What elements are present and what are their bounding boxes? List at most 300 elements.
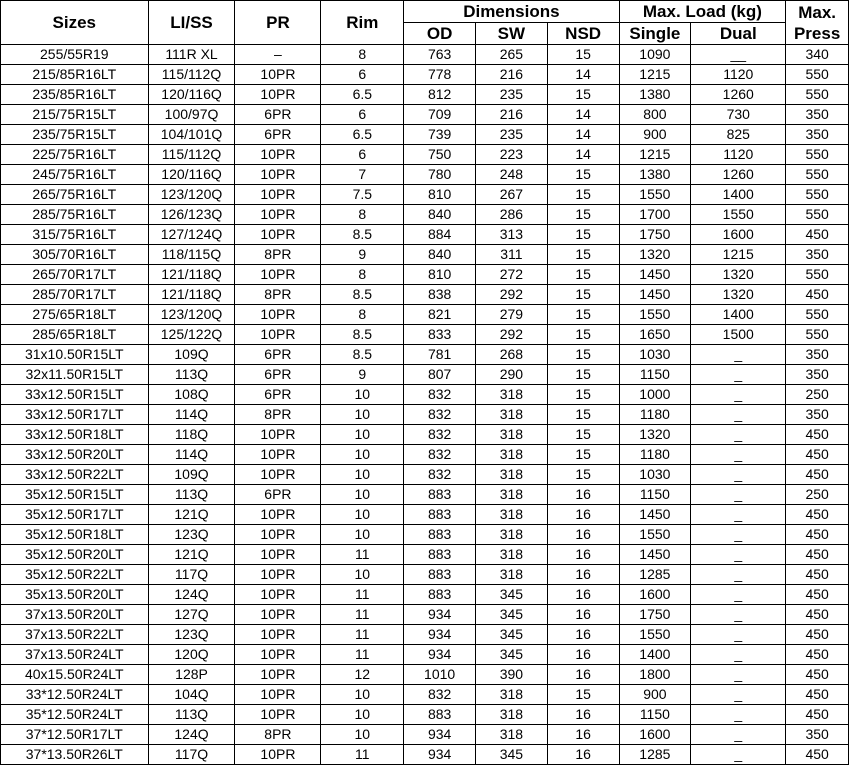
cell-max-press: 550 (786, 165, 849, 185)
cell-od: 840 (404, 205, 476, 225)
cell-od: 883 (404, 525, 476, 545)
cell-load-single: 1550 (619, 525, 691, 545)
cell-load-single: 1150 (619, 365, 691, 385)
cell-nsd: 15 (547, 45, 619, 65)
cell-sw: 318 (476, 385, 548, 405)
cell-od: 883 (404, 585, 476, 605)
cell-load-single: 1150 (619, 485, 691, 505)
cell-od: 833 (404, 325, 476, 345)
cell-max-press: 250 (786, 485, 849, 505)
cell-size: 225/75R16LT (1, 145, 149, 165)
cell-max-press: 450 (786, 445, 849, 465)
cell-max-press: 550 (786, 325, 849, 345)
table-row (1, 485, 849, 505)
cell-sw: 235 (476, 125, 548, 145)
cell-pr: 10PR (235, 185, 321, 205)
cell-load-single: 1030 (619, 465, 691, 485)
cell-rim: 8.5 (321, 345, 404, 365)
cell-load-single: 1380 (619, 85, 691, 105)
cell-nsd: 16 (547, 525, 619, 545)
cell-pr: 8PR (235, 725, 321, 745)
cell-od: 812 (404, 85, 476, 105)
cell-li-ss: 127/124Q (148, 225, 235, 245)
cell-pr: 10PR (235, 645, 321, 665)
cell-load-dual: _ (691, 425, 786, 445)
cell-li-ss: 117Q (148, 745, 235, 765)
cell-od: 934 (404, 745, 476, 765)
cell-load-single: 1380 (619, 165, 691, 185)
cell-load-dual: _ (691, 685, 786, 705)
table-row (1, 345, 849, 365)
cell-pr: 10PR (235, 205, 321, 225)
cell-load-dual: _ (691, 585, 786, 605)
cell-sw: 318 (476, 525, 548, 545)
cell-size: 35x12.50R15LT (1, 485, 149, 505)
cell-li-ss: 123Q (148, 525, 235, 545)
cell-pr: 10PR (235, 465, 321, 485)
cell-od: 832 (404, 465, 476, 485)
cell-sw: 279 (476, 305, 548, 325)
cell-sw: 292 (476, 325, 548, 345)
cell-nsd: 16 (547, 485, 619, 505)
table-row (1, 265, 849, 285)
cell-li-ss: 126/123Q (148, 205, 235, 225)
cell-max-press: 340 (786, 45, 849, 65)
cell-size: 35x13.50R20LT (1, 585, 149, 605)
cell-li-ss: 118/115Q (148, 245, 235, 265)
cell-load-dual: 1400 (691, 185, 786, 205)
header-max-press (786, 1, 849, 45)
cell-max-press: 350 (786, 245, 849, 265)
cell-rim: 9 (321, 245, 404, 265)
table-row (1, 225, 849, 245)
cell-li-ss: 114Q (148, 405, 235, 425)
cell-load-dual: 1550 (691, 205, 786, 225)
cell-load-dual: 1500 (691, 325, 786, 345)
cell-sw: 318 (476, 545, 548, 565)
cell-nsd: 15 (547, 465, 619, 485)
cell-load-single: 1550 (619, 625, 691, 645)
cell-sw: 318 (476, 445, 548, 465)
cell-size: 305/70R16LT (1, 245, 149, 265)
table-row (1, 365, 849, 385)
cell-load-dual: _ (691, 385, 786, 405)
cell-load-dual: _ (691, 365, 786, 385)
cell-pr: 10PR (235, 625, 321, 645)
cell-max-press: 450 (786, 565, 849, 585)
table-row (1, 165, 849, 185)
table-row (1, 665, 849, 685)
cell-size: 31x10.50R15LT (1, 345, 149, 365)
cell-sw: 235 (476, 85, 548, 105)
header-max-load: Max. Load (kg) (619, 1, 786, 23)
cell-max-press: 450 (786, 745, 849, 765)
cell-rim: 10 (321, 565, 404, 585)
cell-nsd: 16 (547, 645, 619, 665)
cell-pr: – (235, 45, 321, 65)
cell-nsd: 15 (547, 445, 619, 465)
cell-li-ss: 125/122Q (148, 325, 235, 345)
cell-size: 33x12.50R22LT (1, 465, 149, 485)
cell-nsd: 15 (547, 385, 619, 405)
cell-size: 40x15.50R24LT (1, 665, 149, 685)
cell-nsd: 14 (547, 145, 619, 165)
cell-sw: 318 (476, 505, 548, 525)
cell-load-dual: 1120 (691, 65, 786, 85)
cell-nsd: 16 (547, 705, 619, 725)
cell-size: 35*12.50R24LT (1, 705, 149, 725)
cell-nsd: 15 (547, 165, 619, 185)
cell-load-single: 1550 (619, 185, 691, 205)
table-row (1, 185, 849, 205)
cell-max-press: 450 (786, 505, 849, 525)
cell-max-press: 550 (786, 205, 849, 225)
cell-od: 821 (404, 305, 476, 325)
cell-size: 215/85R16LT (1, 65, 149, 85)
cell-rim: 10 (321, 725, 404, 745)
cell-nsd: 15 (547, 405, 619, 425)
cell-li-ss: 127Q (148, 605, 235, 625)
cell-pr: 10PR (235, 505, 321, 525)
cell-size: 265/70R17LT (1, 265, 149, 285)
cell-rim: 8 (321, 305, 404, 325)
cell-load-single: 1550 (619, 305, 691, 325)
cell-size: 37*13.50R26LT (1, 745, 149, 765)
cell-max-press: 450 (786, 545, 849, 565)
cell-load-single: 1150 (619, 705, 691, 725)
cell-load-dual: _ (691, 565, 786, 585)
cell-li-ss: 104/101Q (148, 125, 235, 145)
cell-nsd: 16 (547, 545, 619, 565)
cell-nsd: 15 (547, 285, 619, 305)
cell-sw: 216 (476, 105, 548, 125)
cell-nsd: 15 (547, 205, 619, 225)
cell-od: 838 (404, 285, 476, 305)
cell-pr: 10PR (235, 605, 321, 625)
cell-rim: 10 (321, 505, 404, 525)
cell-pr: 10PR (235, 525, 321, 545)
cell-rim: 8.5 (321, 285, 404, 305)
cell-rim: 10 (321, 525, 404, 545)
cell-load-dual: 730 (691, 105, 786, 125)
cell-load-single: 1450 (619, 545, 691, 565)
header-dimensions: Dimensions (404, 1, 619, 23)
cell-load-dual: _ (691, 545, 786, 565)
cell-od: 709 (404, 105, 476, 125)
table-row (1, 245, 849, 265)
cell-rim: 11 (321, 645, 404, 665)
cell-sw: 223 (476, 145, 548, 165)
cell-max-press: 450 (786, 225, 849, 245)
header-od: OD (404, 23, 476, 45)
cell-load-single: 1285 (619, 745, 691, 765)
cell-load-dual: 1600 (691, 225, 786, 245)
cell-load-single: 1180 (619, 445, 691, 465)
cell-size: 35x12.50R17LT (1, 505, 149, 525)
cell-od: 807 (404, 365, 476, 385)
cell-rim: 7 (321, 165, 404, 185)
cell-sw: 311 (476, 245, 548, 265)
cell-od: 934 (404, 645, 476, 665)
cell-od: 750 (404, 145, 476, 165)
cell-load-single: 1700 (619, 205, 691, 225)
cell-load-dual: 1400 (691, 305, 786, 325)
table-row (1, 285, 849, 305)
cell-nsd: 15 (547, 265, 619, 285)
cell-sw: 286 (476, 205, 548, 225)
cell-nsd: 14 (547, 125, 619, 145)
cell-load-dual: _ (691, 525, 786, 545)
cell-size: 32x11.50R15LT (1, 365, 149, 385)
cell-od: 832 (404, 385, 476, 405)
cell-load-single: 1600 (619, 585, 691, 605)
table-row (1, 445, 849, 465)
cell-load-dual: _ (691, 665, 786, 685)
cell-pr: 10PR (235, 685, 321, 705)
header-dual: Dual (691, 23, 786, 45)
table-body (1, 45, 849, 765)
cell-od: 934 (404, 725, 476, 745)
cell-load-single: 900 (619, 685, 691, 705)
cell-load-single: 1030 (619, 345, 691, 365)
cell-size: 33x12.50R15LT (1, 385, 149, 405)
cell-size: 35x12.50R18LT (1, 525, 149, 545)
cell-max-press: 450 (786, 685, 849, 705)
cell-load-dual: _ (691, 605, 786, 625)
cell-max-press: 550 (786, 85, 849, 105)
cell-od: 883 (404, 565, 476, 585)
cell-li-ss: 115/112Q (148, 145, 235, 165)
cell-load-single: 1650 (619, 325, 691, 345)
cell-load-dual: 1320 (691, 285, 786, 305)
cell-li-ss: 120/116Q (148, 165, 235, 185)
cell-nsd: 15 (547, 345, 619, 365)
cell-rim: 6 (321, 65, 404, 85)
cell-load-single: 1750 (619, 225, 691, 245)
cell-max-press: 450 (786, 645, 849, 665)
cell-load-single: 1800 (619, 665, 691, 685)
cell-pr: 10PR (235, 745, 321, 765)
cell-rim: 11 (321, 585, 404, 605)
cell-nsd: 16 (547, 585, 619, 605)
cell-sw: 318 (476, 465, 548, 485)
cell-pr: 10PR (235, 545, 321, 565)
cell-size: 235/75R15LT (1, 125, 149, 145)
cell-pr: 10PR (235, 145, 321, 165)
cell-max-press: 350 (786, 345, 849, 365)
cell-load-single: 1450 (619, 285, 691, 305)
cell-load-single: 1750 (619, 605, 691, 625)
cell-rim: 10 (321, 485, 404, 505)
cell-load-single: 1285 (619, 565, 691, 585)
cell-load-dual: __ (691, 45, 786, 65)
cell-od: 934 (404, 625, 476, 645)
cell-size: 285/70R17LT (1, 285, 149, 305)
cell-rim: 11 (321, 545, 404, 565)
cell-li-ss: 123Q (148, 625, 235, 645)
cell-li-ss: 113Q (148, 705, 235, 725)
cell-load-dual: _ (691, 445, 786, 465)
cell-pr: 6PR (235, 385, 321, 405)
cell-size: 285/65R18LT (1, 325, 149, 345)
cell-li-ss: 121/118Q (148, 285, 235, 305)
table-row (1, 505, 849, 525)
cell-sw: 313 (476, 225, 548, 245)
header-sizes: Sizes (1, 1, 149, 45)
cell-nsd: 15 (547, 685, 619, 705)
cell-pr: 10PR (235, 65, 321, 85)
cell-rim: 11 (321, 625, 404, 645)
table-row (1, 205, 849, 225)
cell-od: 832 (404, 405, 476, 425)
cell-max-press: 350 (786, 365, 849, 385)
cell-li-ss: 123/120Q (148, 305, 235, 325)
cell-od: 832 (404, 425, 476, 445)
cell-od: 780 (404, 165, 476, 185)
cell-size: 215/75R15LT (1, 105, 149, 125)
cell-rim: 10 (321, 425, 404, 445)
cell-od: 883 (404, 505, 476, 525)
cell-sw: 290 (476, 365, 548, 385)
cell-load-single: 1090 (619, 45, 691, 65)
cell-li-ss: 100/97Q (148, 105, 235, 125)
cell-sw: 318 (476, 425, 548, 445)
cell-size: 35x12.50R22LT (1, 565, 149, 585)
cell-size: 33*12.50R24LT (1, 685, 149, 705)
table-row (1, 325, 849, 345)
cell-size: 245/75R16LT (1, 165, 149, 185)
cell-pr: 8PR (235, 405, 321, 425)
cell-rim: 6.5 (321, 125, 404, 145)
cell-load-single: 1400 (619, 645, 691, 665)
cell-load-single: 1450 (619, 265, 691, 285)
table-row (1, 685, 849, 705)
table-row (1, 85, 849, 105)
cell-pr: 6PR (235, 485, 321, 505)
cell-li-ss: 111R XL (148, 45, 235, 65)
cell-load-single: 1000 (619, 385, 691, 405)
cell-size: 35x12.50R20LT (1, 545, 149, 565)
cell-rim: 11 (321, 605, 404, 625)
cell-max-press: 550 (786, 265, 849, 285)
cell-od: 832 (404, 445, 476, 465)
cell-sw: 268 (476, 345, 548, 365)
cell-nsd: 15 (547, 185, 619, 205)
cell-load-dual: _ (691, 485, 786, 505)
cell-li-ss: 123/120Q (148, 185, 235, 205)
cell-li-ss: 121Q (148, 545, 235, 565)
cell-max-press: 550 (786, 305, 849, 325)
cell-max-press: 450 (786, 525, 849, 545)
cell-max-press: 450 (786, 585, 849, 605)
cell-li-ss: 117Q (148, 565, 235, 585)
cell-nsd: 14 (547, 65, 619, 85)
cell-load-single: 1215 (619, 145, 691, 165)
cell-od: 832 (404, 685, 476, 705)
cell-od: 781 (404, 345, 476, 365)
cell-sw: 318 (476, 405, 548, 425)
table-row (1, 745, 849, 765)
cell-od: 883 (404, 485, 476, 505)
cell-sw: 345 (476, 745, 548, 765)
cell-nsd: 15 (547, 245, 619, 265)
cell-max-press: 350 (786, 405, 849, 425)
cell-pr: 10PR (235, 225, 321, 245)
cell-load-single: 800 (619, 105, 691, 125)
cell-load-single: 1180 (619, 405, 691, 425)
header-pr: PR (235, 1, 321, 45)
cell-load-dual: _ (691, 705, 786, 725)
header-rim: Rim (321, 1, 404, 45)
cell-li-ss: 109Q (148, 345, 235, 365)
header-nsd: NSD (547, 23, 619, 45)
table-row (1, 65, 849, 85)
cell-nsd: 16 (547, 625, 619, 645)
cell-rim: 10 (321, 465, 404, 485)
cell-od: 763 (404, 45, 476, 65)
cell-size: 37x13.50R22LT (1, 625, 149, 645)
cell-pr: 6PR (235, 125, 321, 145)
cell-size: 235/85R16LT (1, 85, 149, 105)
cell-nsd: 16 (547, 565, 619, 585)
cell-pr: 10PR (235, 585, 321, 605)
cell-max-press: 550 (786, 65, 849, 85)
cell-li-ss: 120/116Q (148, 85, 235, 105)
cell-rim: 10 (321, 445, 404, 465)
cell-li-ss: 114Q (148, 445, 235, 465)
cell-max-press: 450 (786, 625, 849, 645)
cell-rim: 9 (321, 365, 404, 385)
cell-load-dual: 825 (691, 125, 786, 145)
cell-size: 33x12.50R20LT (1, 445, 149, 465)
cell-load-dual: 1120 (691, 145, 786, 165)
cell-size: 37x13.50R24LT (1, 645, 149, 665)
cell-rim: 10 (321, 705, 404, 725)
table-row (1, 565, 849, 585)
cell-load-dual: _ (691, 345, 786, 365)
cell-li-ss: 108Q (148, 385, 235, 405)
table-row (1, 725, 849, 745)
table-row (1, 125, 849, 145)
cell-li-ss: 118Q (148, 425, 235, 445)
cell-sw: 390 (476, 665, 548, 685)
cell-nsd: 16 (547, 665, 619, 685)
cell-size: 315/75R16LT (1, 225, 149, 245)
table-row (1, 145, 849, 165)
table-row (1, 625, 849, 645)
header-single: Single (619, 23, 691, 45)
cell-nsd: 15 (547, 325, 619, 345)
cell-pr: 8PR (235, 245, 321, 265)
cell-rim: 6.5 (321, 85, 404, 105)
cell-li-ss: 115/112Q (148, 65, 235, 85)
cell-pr: 6PR (235, 365, 321, 385)
cell-sw: 318 (476, 485, 548, 505)
cell-max-press: 450 (786, 605, 849, 625)
cell-sw: 345 (476, 625, 548, 645)
cell-load-dual: _ (691, 625, 786, 645)
cell-load-single: 1215 (619, 65, 691, 85)
cell-size: 265/75R16LT (1, 185, 149, 205)
cell-pr: 10PR (235, 425, 321, 445)
cell-load-dual: _ (691, 725, 786, 745)
cell-rim: 12 (321, 665, 404, 685)
cell-nsd: 15 (547, 305, 619, 325)
cell-rim: 8 (321, 205, 404, 225)
cell-nsd: 14 (547, 105, 619, 125)
cell-max-press: 550 (786, 185, 849, 205)
table-row (1, 545, 849, 565)
